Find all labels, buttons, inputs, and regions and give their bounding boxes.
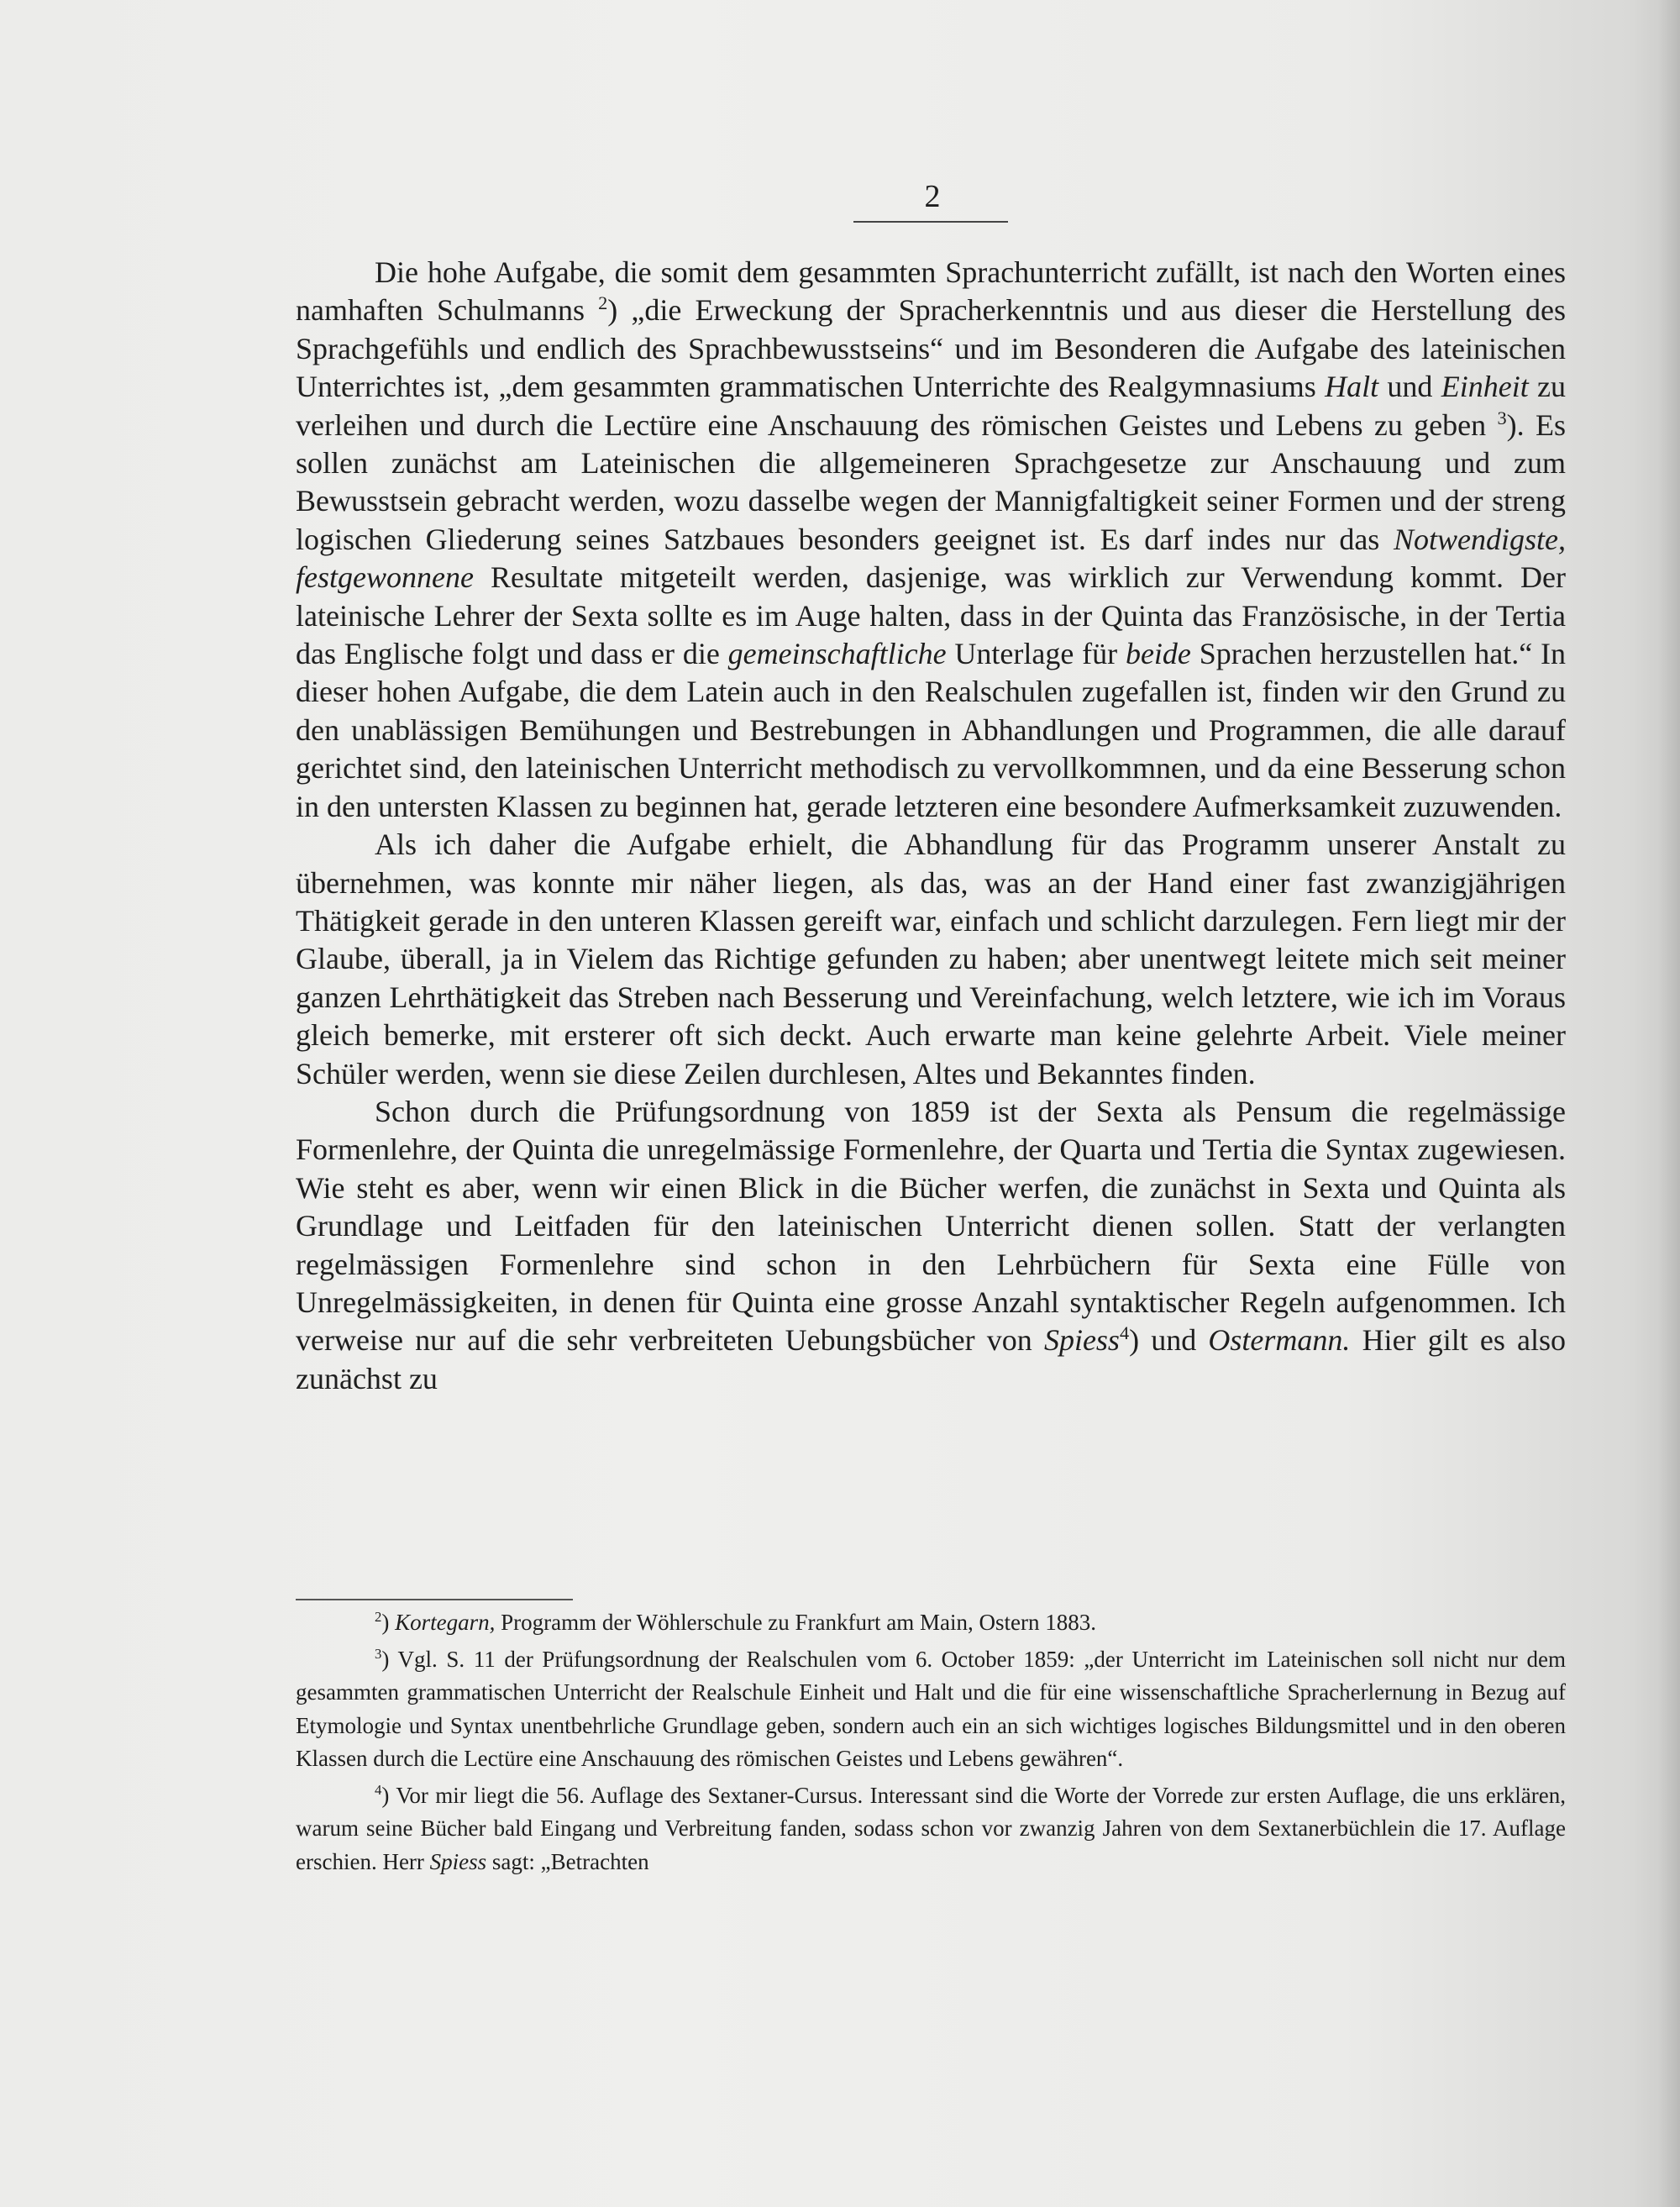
page-number: 2 (924, 179, 941, 214)
paragraph-1 (296, 254, 1566, 826)
footnote-2 (296, 1606, 1566, 1640)
text-run: Programm der Wöhlerschule zu Frankfurt am Main, Ostern 1883. (495, 1610, 1096, 1635)
page-edge-shadow (1656, 0, 1680, 2207)
footnote-ref-4: 4 (1119, 1322, 1130, 1344)
footnote-mark: 4 (375, 1781, 382, 1798)
text-run: ) Vgl. S. 11 der Prüfungsordnung der Realschulen vom 6. October 1859: „der Unterricht im Lateinischen soll nicht nur dem gesammten grammatischen Unterricht der Realschule Einheit und Halt und die für eine wissenschaftliche Spracherlernung in Bezug auf Etymologie und Syntax unentbehrliche Grundlage geben, sondern auch ein an sich wichtiges logisches Bildungsmittel und in den oberen Klassen durch die Lectüre eine Anschauung des römischen Geistes und Lebens gewähren“. (296, 1646, 1566, 1771)
text-run: Sprachen herzustellen hat.“ In dieser hohen Aufgabe, die dem Latein auch in den Realschulen zugefallen ist, finden wir den Grund zu den unablässigen Bemühungen und Bestrebungen in Abhandlungen und Programmen, die alle darauf gerichtet sind, den lateinischen Unterricht methodisch zu vervollkommnen, und da eine Besserung schon in den untersten Klassen zu beginnen hat, gerade letzteren eine besondere Aufmerksamkeit zuzuwenden. (296, 637, 1567, 823)
text-run: und (1378, 370, 1441, 404)
text-run: ). Es sollen zunächst am Lateinischen die allgemeineren Sprachgesetze zur Anschauung und zum Bewusstsein gebracht werden, wozu dasselbe wegen der Mannigfaltigkeit seiner Formen und der streng logischen Gliederung seines Satzbaues besonders geeignet ist. Es darf indes nur das (296, 407, 1566, 556)
italic-gemeinschaftliche: gemeinschaftliche (727, 637, 947, 671)
footnote-rule (296, 1599, 573, 1600)
italic-beide: beide (1125, 637, 1191, 671)
footnote-ref-3: 3 (1497, 407, 1507, 428)
footnote-mark: 3 (375, 1645, 382, 1662)
page-number-rule (853, 221, 1008, 223)
footnote-ref-2: 2 (598, 292, 608, 314)
italic-einheit: Einheit (1441, 370, 1529, 404)
text-run: ) „die Erweckung der Spracherkenntnis und aus dieser die Herstellung des Sprachgefühls und endlich des Sprachbewusstseins“ und im Besonderen die Aufgabe des lateinischen Unterrichtes ist, „dem gesammten grammatischen Unterrichte des Realgymnasiums (296, 293, 1566, 404)
text-run: Die hohe Aufgabe, die somit dem gesammten Sprachunterricht zufällt, ist nach den Worten eines namhaften Schulmanns (296, 255, 1566, 328)
paragraph-2: Als ich daher die Aufgabe erhielt, die Abhandlung für das Programm unserer Anstalt zu übernehmen, was konnte mir näher liegen, als das, was an der Hand einer fast zwanzigjährigen Thätigkeit gerade in den unteren Klassen gereift war, einfach und schlicht darzulegen. Fern liegt mir der Glaube, überall, ja in Vielem das Richtige gefunden zu haben; aber unentwegt leitete mich seit meiner ganzen Lehrthätigkeit das Streben nach Besserung und Vereinfachung, welch letztere, wie ich im Voraus gleich bemerke, mit ersterer oft sich deckt. Auch erwarte man keine gelehrte Arbeit. Viele meiner Schüler werden, wenn sie diese Zeilen durchlesen, Altes und Bekanntes finden. (296, 828, 1566, 1090)
italic-ostermann: Ostermann. (1208, 1323, 1351, 1358)
italic-spiess: Spiess (1043, 1323, 1120, 1358)
text-run: ) Vor mir liegt die 56. Auflage des Sextaner-Cursus. Interessant sind die Worte der Vorrede zur ersten Auflage, die uns erklären, warum seine Bücher bald Eingang und Verbreitung fanden, sodass schon vor zwanzig Jahren von dem Sextanerbüchlein die 17. Auflage erschien. Herr (296, 1782, 1566, 1874)
italic-notwendigste: Notwendigste, festgewonnene (296, 522, 1566, 595)
italic-spiess: Spiess (429, 1848, 487, 1874)
text-run: ) (381, 1610, 396, 1635)
footnote-4 (296, 1779, 1566, 1879)
text-run: ) und (1129, 1323, 1209, 1358)
text-run: Schon durch die Prüfungsordnung von 1859 ist der Sexta als Pensum die regelmässige Formenlehre, der Quinta die unregelmässige Formenlehre, der Quarta und Tertia die Syntax zugewiesen. Wie steht es aber, wenn wir einen Blick in die Bücher werfen, die zunächst in Sexta und Quinta als Grundlage und Leitfaden für den lateinischen Unterricht dienen sollen. Statt der verlangten regelmässigen Formenlehre sind schon in den Lehrbüchern für Sexta eine Fülle von Unregelmässigkeiten, in denen für Quinta eine grosse Anzahl syntaktischer Regeln aufgenommen. Ich verweise nur auf die sehr verbreiteten Uebungsbücher von (296, 1094, 1566, 1358)
text-run: Resultate mitgeteilt werden, dasjenige, was wirklich zur Verwendung kommt. Der lateinische Lehrer der Sexta sollte es im Auge halten, dass in der Quinta das Französische, in der Tertia das Englische folgt und dass er die (296, 560, 1566, 671)
italic-halt: Halt (1325, 370, 1379, 404)
footnote-3 (296, 1643, 1566, 1776)
text-run: Hier gilt es also zunächst zu (296, 1323, 1566, 1395)
paragraph-3 (296, 1093, 1566, 1398)
footnotes (296, 1606, 1566, 1882)
body-text (296, 254, 1566, 1398)
text-run: sagt: „Betrachten (486, 1848, 649, 1874)
italic-kortegarn: Kortegarn, (395, 1610, 496, 1635)
text-run: zu verleihen und durch die Lectüre eine Anschauung des römischen Geistes und Lebens zu geben (296, 370, 1567, 442)
text-run: Unterlage für (946, 637, 1126, 671)
footnote-mark: 2 (375, 1609, 382, 1625)
